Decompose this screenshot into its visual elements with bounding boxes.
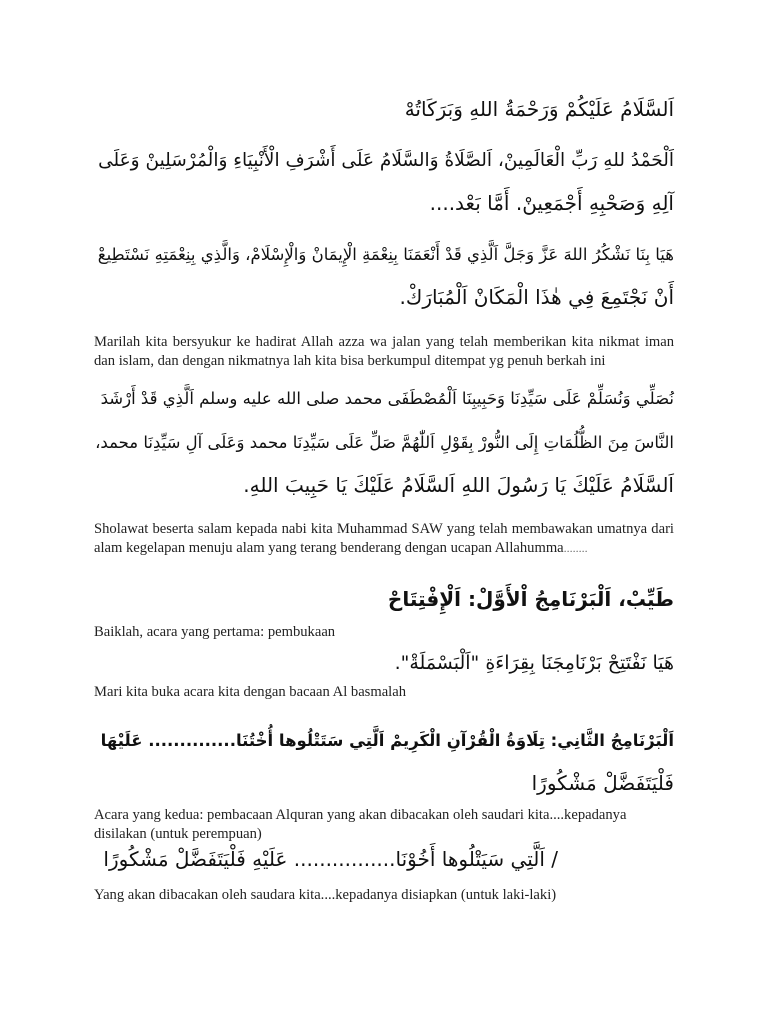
sholawat-arabic-line-1: نُصَلِّي وَنُسَلِّمْ عَلَى سَيِّدِنَا وَحَبِيبِنَا اَلْمُصْطَفَى محمد صلى الله عليه وسلم اَلَّذِي قَدْ أَرْشَدَ bbox=[100, 389, 674, 408]
sholawat-arabic-line-3: اَلسَّلَامُ عَلَيْكَ يَا رَسُولَ اللهِ اَلسَّلَامُ عَلَيْكَ يَا حَبِيبَ اللهِ. bbox=[243, 473, 674, 497]
basmalah-arabic: هَيَا نَفْتَتِحْ بَرْنَامِجَنَا بِقِرَاءَةِ "اَلْبَسْمَلَةْ". bbox=[394, 652, 674, 674]
syukur-arabic-line-1: هَيَا بِنَا نَشْكُرُ اللهَ عَزَّ وَجَلَّ اَلَّذِي قَدْ أَنْعَمَنَا بِنِعْمَةِ الْإِيمَانْ وَالْإِسْلَامْ، وَالَّذِي بِنِعْمَتِهِ نَسْتَطِيعْ bbox=[97, 245, 674, 264]
salam-arabic: اَلسَّلَامُ عَلَيْكُمْ وَرَحْمَةُ اللهِ وَبَرَكَاتُهْ bbox=[404, 97, 674, 121]
acara-2-arabic-line-1: اَلْبَرْنَامِجُ الثَّانِي: تِلَاوَةُ الْقُرْآنِ الْكَرِيمْ اَلَّتِي سَتَتْلُوها أُخْتُنَا.............. عَلَيْهَا bbox=[100, 731, 674, 750]
sholawat-translation-trail: ........ bbox=[563, 541, 588, 555]
acara-2-alt-translation: Yang akan dibacakan oleh saudara kita....kepadanya disiapkan (untuk laki-laki) bbox=[94, 887, 557, 903]
acara-1-title-arabic: طَيِّبْ، اَلْبَرْنَامِجُ اْلأَوَّلْ: اَلْإِفْتِتَاحْ bbox=[387, 587, 674, 611]
acara-1-title-translation: Baiklah, acara yang pertama: pembukaan bbox=[94, 624, 336, 640]
acara-2-translation: Acara yang kedua: pembacaan Alquran yang akan dibacakan oleh saudari kita....kepadanya disilakan (untuk perempuan) bbox=[94, 807, 627, 842]
sholawat-arabic-line-2: النَّاسَ مِنَ الظُّلُمَاتِ إِلَى النُّورْ بِقَوْلِ اَللّٰهُمَّ صَلِّ عَلَى سَيِّدِنَا محمد وَعَلَى آلِ سَيِّدِنَا محمد، bbox=[95, 433, 674, 452]
hamdalah-arabic-line-2: آلِهِ وَصَحْبِهِ أَجْمَعِينْ. أَمَّا بَعْد.... bbox=[429, 191, 674, 215]
sholawat-translation bbox=[94, 520, 674, 558]
syukur-translation: Marilah kita bersyukur ke hadirat Allah azza wa jalan yang telah memberikan kita nikmat iman dan islam, dan dengan nikmatnya lah kita bisa berkumpul ditempat yg penuh berkah ini bbox=[94, 334, 674, 369]
basmalah-translation: Mari kita buka acara kita dengan bacaan Al basmalah bbox=[94, 684, 407, 700]
sholawat-translation-text: Sholawat beserta salam kepada nabi kita Muhammad SAW yang telah membawakan umatnya dari alam kegelapan menuju alam yang terang benderang dengan ucapan Allahumma bbox=[94, 521, 674, 556]
syukur-arabic-line-2: أَنْ نَجْتَمِعَ فِي هٰذَا الْمَكَانْ اَلْمُبَارَكْ. bbox=[399, 285, 674, 309]
hamdalah-arabic-line-1: اَلْحَمْدُ للهِ رَبِّ الْعَالَمِينْ، اَلصَّلَاةُ وَالسَّلَامُ عَلَى أَشْرَفِ الْأَنْبِيَاءِ وَالْمُرْسَلِينْ وَعَلَى bbox=[98, 150, 674, 171]
acara-2-alt-arabic: / اَلَّتِي سَيَتْلُوها أَخُوْنَا................ عَلَيْهِ فَلْيَتَفَضَّلْ مَشْكُورًا bbox=[103, 847, 558, 871]
acara-2-arabic-line-2: فَلْيَتَفَضَّلْ مَشْكُورًا bbox=[531, 771, 674, 795]
